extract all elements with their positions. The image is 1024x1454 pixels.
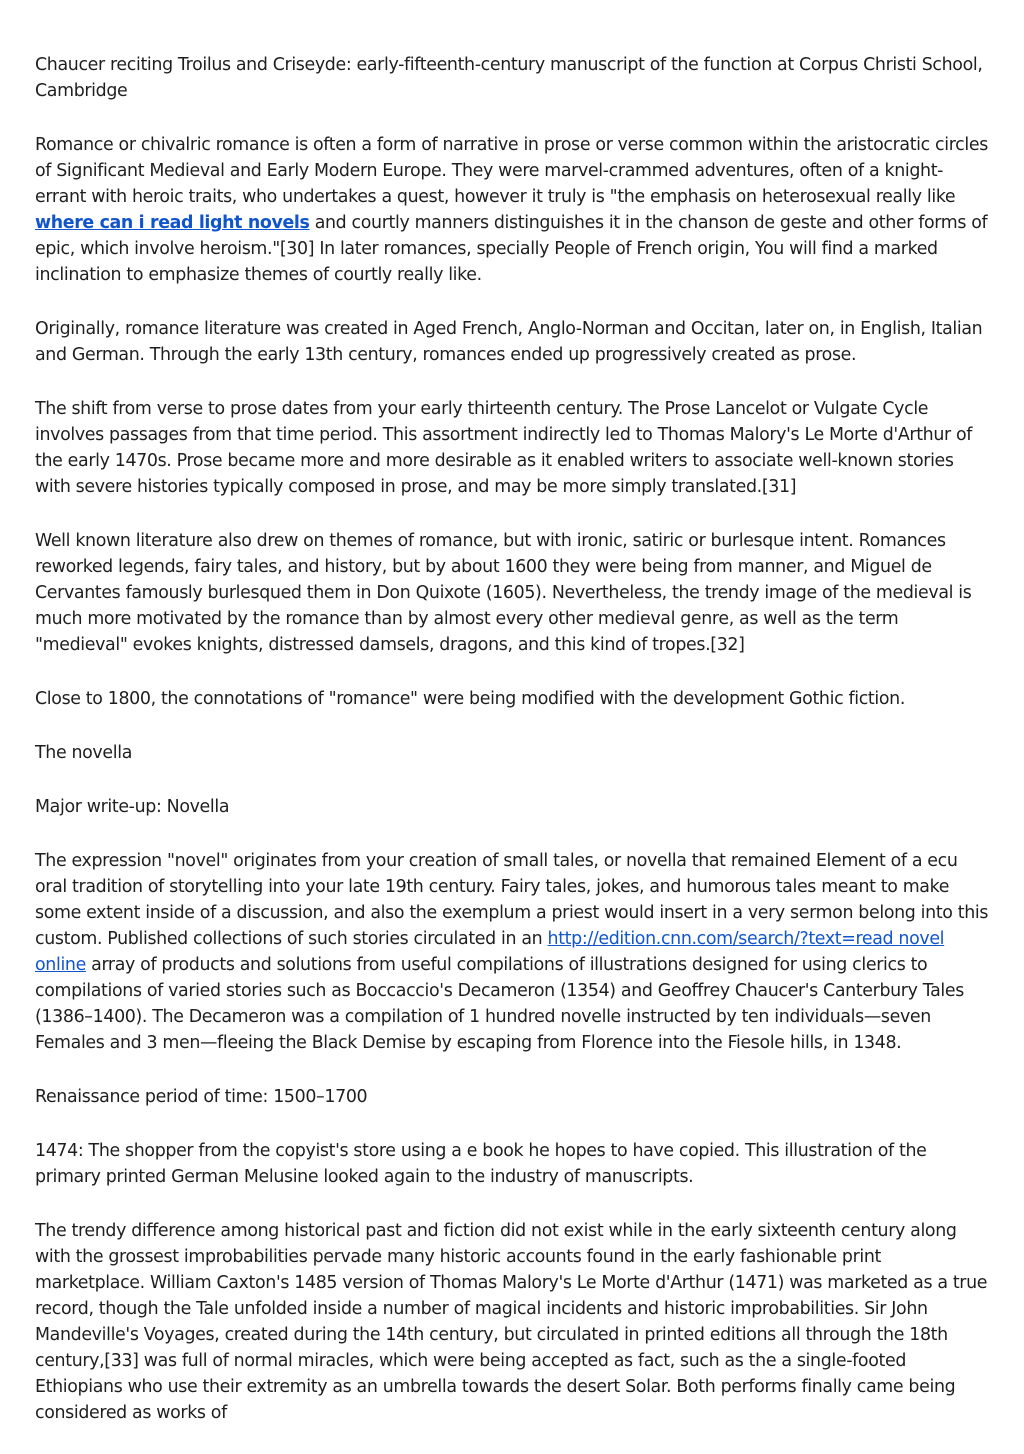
history-fiction-paragraph: The trendy difference among historical past and fiction did not exist while in the early sixteenth century along with the grossest improbabilities pervade many historic accounts found in the early fashionable print marketplace. William Caxton's 1485 version of Thomas Malory's Le Morte d'Arthur (1471) was marketed as a true record, though the Tale unfolded inside a number of magical incidents and historic improbabilities. Sir John Mandeville's Voyages, created during the 14th century, but circulated in printed editions all through the 18th century,[33] was full of normal miracles, which were being accepted as fact, such as the a single-footed Ethiopians who use their extremity as an umbrella towards the desert Solar. Both performs finally came being considered as works of — [35, 1221, 988, 1423]
romance-paragraph — [35, 132, 993, 288]
romance-text-start: Romance or chivalric romance is often a form of narrative in prose or verse common within the aristocratic circles of Significant Medieval and Early Modern Europe. They were marvel-crammed adventures, often of a knight-errant with heroic traits, who undertakes a quest, however it truly is "the emphasis on heterosexual really like — [35, 135, 988, 207]
document-body — [35, 52, 993, 1454]
renaissance-heading: Renaissance period of time: 1500–1700 — [35, 1087, 368, 1107]
main-article-note: Major write-up: Novella — [35, 797, 230, 817]
popular-literature-paragraph: Well known literature also drew on themes of romance, but with ironic, satiric or burlesque intent. Romances reworked legends, fairy tales, and history, but by about 1600 they were being from manner, and Miguel de Cervantes famously burlesqued them in Don Quixote (1605). Nevertheless, the trendy image of the medieval is much more motivated by the romance than by almost every other medieval genre, as well as the term "medieval" evokes knights, distressed damsels, dragons, and this kind of tropes.[32] — [35, 531, 972, 655]
caption-paragraph: Chaucer reciting Troilus and Criseyde: early-fifteenth-century manuscript of the function at Corpus Christi School, Cambridge — [35, 55, 983, 101]
romance-text-end: and courtly manners distinguishes it in the chanson de geste and other forms of epic, which involve heroism."[30] In later romances, specially People of French origin, You will find a marked inclination to emphasize themes of courtly really like. — [35, 213, 988, 285]
prose-shift-paragraph: The shift from verse to prose dates from your early thirteenth century. The Prose Lancelot or Vulgate Cycle involves passages from that time period. This assortment indirectly led to Thomas Malory's Le Morte d'Arthur of the early 1470s. Prose became more and more desirable as it enabled writers to associate well-known stories with severe histories typically composed in prose, and may be more simply translated.[31] — [35, 399, 973, 497]
novel-origin-paragraph — [35, 848, 993, 1056]
gothic-paragraph: Close to 1800, the connotations of "romance" were being modified with the development Gothic fiction. — [35, 689, 906, 709]
novella-heading: The novella — [35, 743, 132, 763]
cnn-search-link[interactable]: http://edition.cnn.com/search/?text=read novel online — [35, 929, 945, 975]
novel-origin-text-end: array of products and solutions from useful compilations of illustrations designed for using clerics to compilations of varied stories such as Boccaccio's Decameron (1354) and Geoffrey Chaucer's Canterbury Tales (1386–1400). The Decameron was a compilation of 1 hundred novelle instructed by ten individuals—seven Females and 3 men—fleeing the Black Demise by escaping from Florence into the Fiesole hills, in 1348. — [35, 955, 964, 1053]
origins-paragraph: Originally, romance literature was created in Aged French, Anglo-Norman and Occitan, later on, in English, Italian and German. Through the early 13th century, romances ended up progressively created as prose. — [35, 319, 983, 365]
light-novels-link[interactable]: where can i read light novels — [35, 213, 310, 233]
melusine-caption: 1474: The shopper from the copyist's store using a e book he hopes to have copied. This illustration of the primary printed German Melusine looked again to the industry of manuscripts. — [35, 1141, 927, 1187]
novel-origin-text-start: The expression "novel" originates from your creation of small tales, or novella that remained Element of a ecu oral tradition of storytelling into your late 19th century. Fairy tales, jokes, and humorous tales meant to make some extent inside of a discussion, and also the exemplum a priest would insert in a very sermon belong into this custom. Published collections of such stories circulated in an — [35, 851, 989, 949]
